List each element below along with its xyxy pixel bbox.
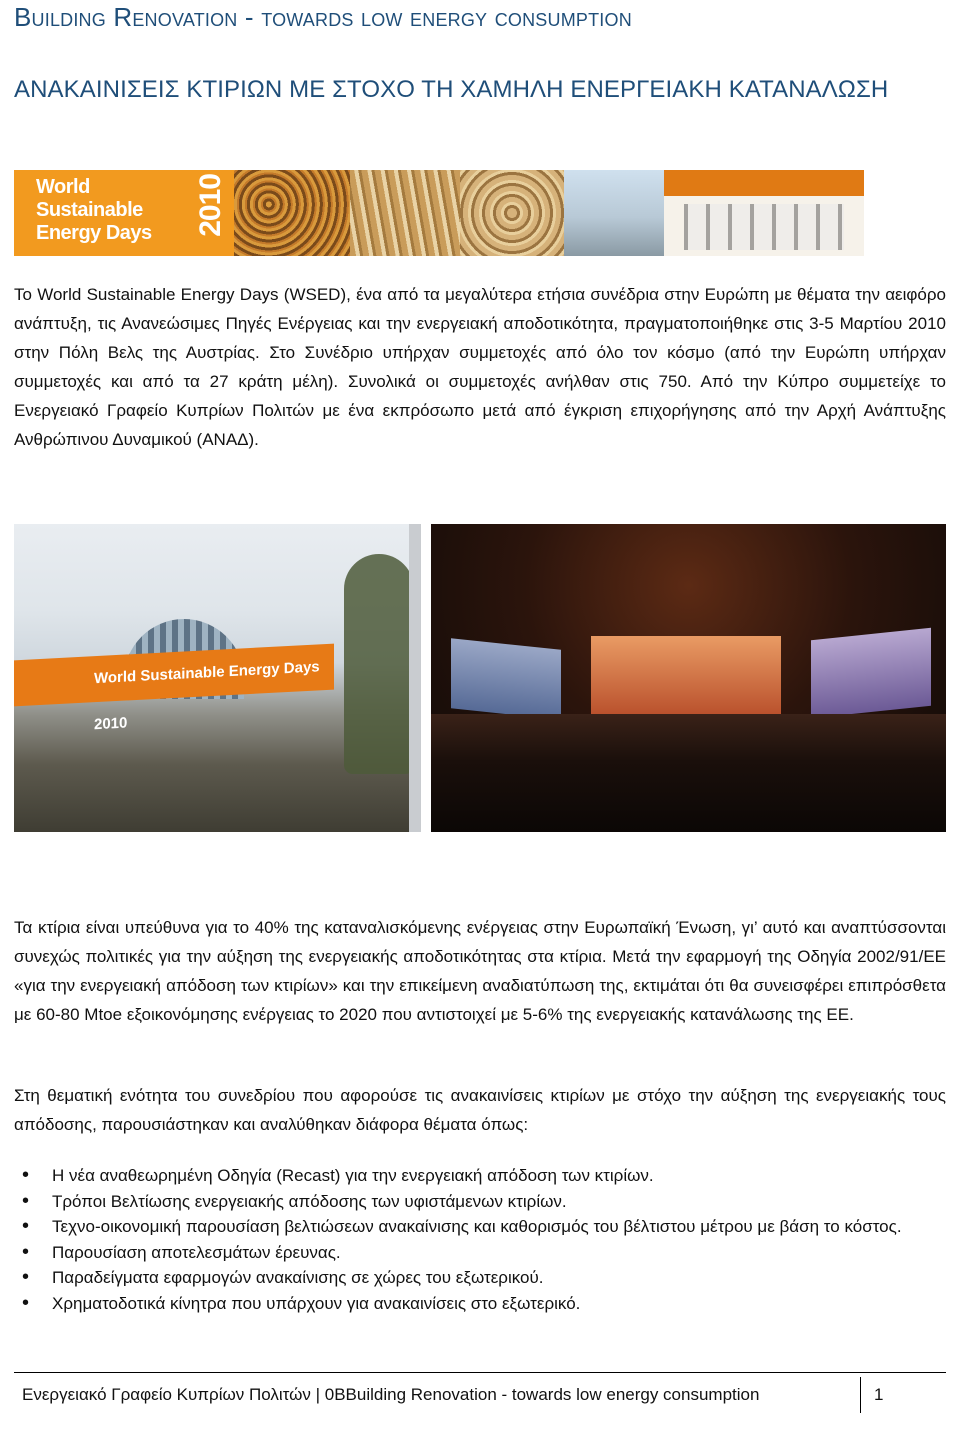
footer-text: Ενεργειακό Γραφείο Κυπρίων Πολιτών | 0BBuilding Renovation - towards low energy consumption <box>22 1385 760 1404</box>
list-item: • Παρουσίαση αποτελεσμάτων έρευνας. <box>14 1240 946 1266</box>
list-item: • Η νέα αναθεωρημένη Οδηγία (Recast) για την ενεργειακή απόδοση των κτιρίων. <box>14 1163 946 1189</box>
list-item: • Χρηματοδοτικά κίνητρα που υπάρχουν για ανακαινίσεις στο εξωτερικό. <box>14 1291 946 1317</box>
topics-list <box>14 1163 946 1316</box>
footer-divider <box>14 1372 946 1373</box>
banner-photo-pellets <box>460 170 564 256</box>
list-item: • Τρόποι Βελτίωσης ενεργειακής απόδοσης των υφιστάμενων κτιρίων. <box>14 1189 946 1215</box>
banner-photo-wind <box>564 170 664 256</box>
logo-line-world: World <box>36 176 90 198</box>
conference-hall-photo <box>431 524 946 832</box>
page-footer <box>22 1383 884 1407</box>
intro-paragraph: Το World Sustainable Energy Days (WSED), ένα από τα μεγαλύτερα ετήσια συνέδρια στην Ευρώπη με θέματα την αειφόρο ανάπτυξη, τις Ανανεώσιμες Πηγές Ενέργειας και την ενεργειακή αποδοτικότητα, πραγματοποιήθηκε στις 3-5 Μαρτίου 2010 στην Πόλη Βελς της Αυστρίας. Στο Συνέδριο υπήρχαν συμμετοχές από όλο τον κόσμο (από την Ευρώπη υπήρχαν συμμετοχές και από τα 27 κράτη μέλη). Συνολικά οι συμμετοχές ανήλθαν στις 750. Από την Κύπρο συμμετείχε το Ενεργειακό Γραφείο Κυπρίων Πολιτών με ένα εκπρόσωπο μετά από έγκριση επιχορήγησης από την Αρχή Ανάπτυξης Ανθρώπινου Δυναμικού (ΑΝΑΔ). <box>14 285 946 449</box>
page-number: 1 <box>874 1385 884 1404</box>
tree-shape <box>344 554 414 774</box>
document-title-greek: ΑΝΑΚΑΙΝΙΣΕΙΣ ΚΤΙΡΙΩΝ ΜΕ ΣΤΟΧΟ ΤΗ ΧΑΜΗΛΗ ΕΝΕΡΓΕΙΑΚΗ ΚΑΤΑΝΑΛΩΣΗ <box>14 76 889 103</box>
list-item: • Τεχνο-οικονομική παρουσίαση βελτιώσεων ανακαίνισης και καθορισμός του βέλτιστου μέτρου με βάση το κόστος. <box>14 1214 946 1240</box>
wsed-banner <box>14 170 864 256</box>
page-number-divider <box>860 1377 909 1413</box>
logo-year: 2010 <box>194 174 227 237</box>
venue-sign-banner: World Sustainable Energy Days 2010 <box>14 644 334 707</box>
center-screen <box>591 636 781 716</box>
left-screen <box>451 638 561 720</box>
tower-shape <box>409 524 421 832</box>
venue-building-photo <box>14 524 421 832</box>
logo-line-sustainable: Sustainable <box>36 199 143 221</box>
buildings-paragraph: Τα κτίρια είναι υπεύθυνα για το 40% της καταναλισκόμενης ενέργειας στην Ευρωπαϊκή Ένωση, γι’ αυτό και αναπτύσσονται συνεχώς πολιτικές για την αύξηση της ενεργειακής αποδοτικότητας στα κτίρια. Μετά την εφαρμογή της Οδηγία 2002/91/ΕΕ «για την ενεργειακή απόδοση των κτιρίων» και την επικείμενη αναδιατύπωση της, εκτιμάται ότι θα συνεισφέρει επιπρόσθετα με 60-80 Mtoe εξοικονόμησης ενέργειας το 2020 που αντιστοιχεί με 5-6% της ενεργειακής κατανάλωσης της ΕΕ. <box>14 918 946 1024</box>
topics-intro-paragraph: Στη θεματική ενότητα του συνεδρίου που αφορούσε τις ανακαινίσεις κτιρίων με στόχο την αύξηση της ενεργειακής τους απόδοσης, παρουσιάστηκαν και αναλύθηκαν διάφορα θέματα όπως: <box>14 1086 946 1134</box>
list-item: • Παραδείγματα εφαρμογών ανακαίνισης σε χώρες του εξωτερικού. <box>14 1265 946 1291</box>
document-title-english: Building Renovation - towards low energy consumption <box>14 2 632 32</box>
wsed-logo <box>14 170 234 256</box>
banner-photo-crowd <box>234 170 350 256</box>
banner-photo-venue <box>664 170 864 256</box>
audience-area <box>431 714 946 832</box>
right-screen <box>811 628 931 719</box>
banner-photo-wood <box>350 170 460 256</box>
logo-line-energy-days: Energy Days <box>36 222 152 244</box>
